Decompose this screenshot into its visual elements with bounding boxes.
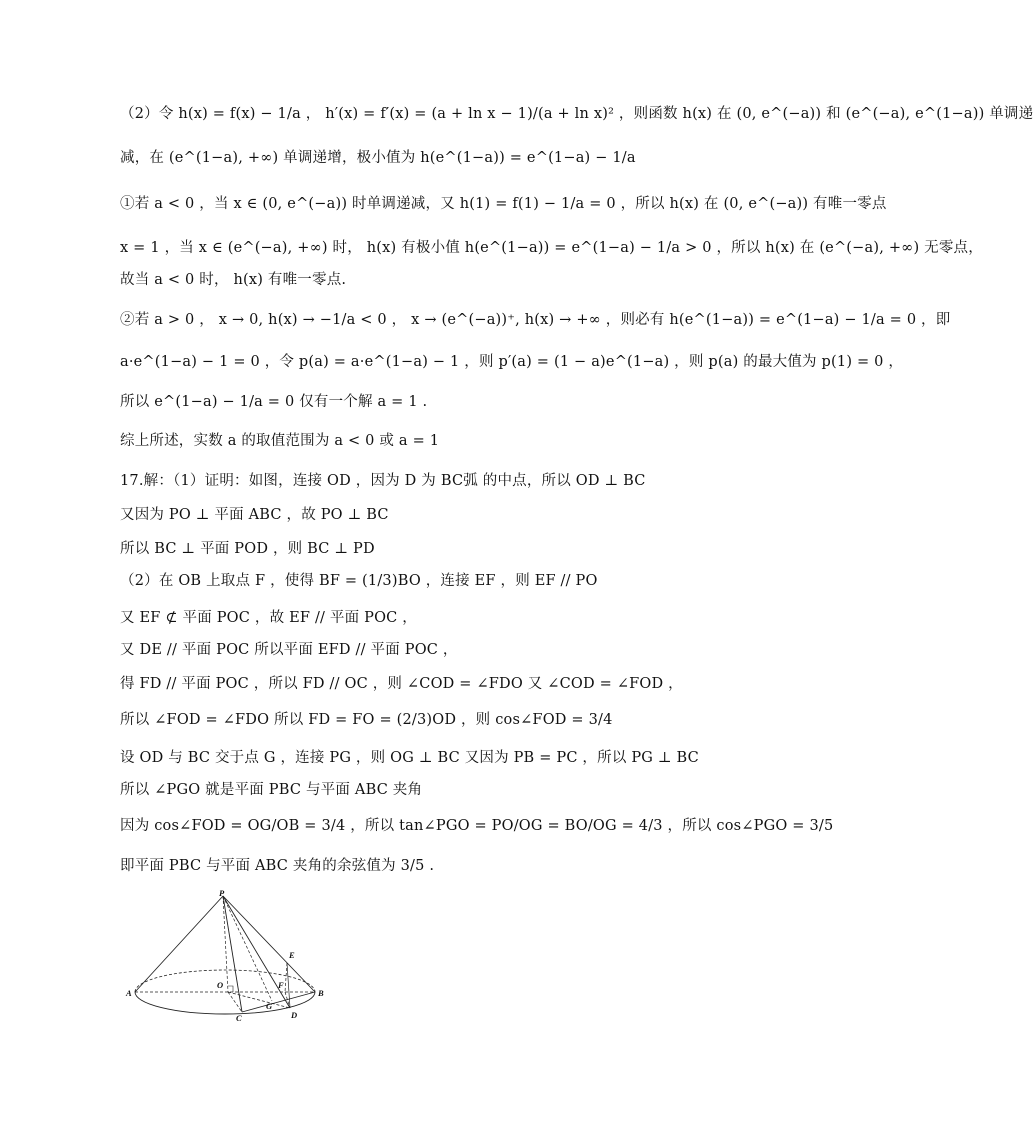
edge-PA — [135, 896, 223, 992]
label-B: B — [318, 988, 324, 998]
solution-17-line-1: 17.解：（1）证明：如图，连接 OD ，因为 D 为 BC弧 的中点，所以 OD ⊥ BC — [120, 473, 646, 489]
solution-16-2-line-5: 故当 a < 0 时， h(x) 有唯一零点. — [120, 272, 347, 288]
solution-17-line-5: 又 EF ⊄ 平面 POC ，故 EF // 平面 POC ， — [120, 610, 417, 626]
solution-17-line-10: 所以 ∠PGO 就是平面 PBC 与平面 ABC 夹角 — [120, 782, 423, 798]
label-C: C — [236, 1013, 242, 1023]
segment-ED — [287, 963, 290, 1008]
solution-17-line-11: 因为 cos∠FOD = OG/OB = 3/4 ，所以 tan∠PGO = PO/OG = BO/OG = 4/3 ，所以 cos∠PGO = 3/5 — [120, 818, 834, 834]
solution-17-line-8: 所以 ∠FOD = ∠FDO 所以 FD = FO = (2/3)OD ，则 cos∠FOD = 3/4 — [120, 712, 613, 728]
chord-BC — [242, 992, 315, 1012]
solution-16-2-line-7: a·e^(1−a) − 1 = 0 ，令 p(a) = a·e^(1−a) − 1 ，则 p′(a) = (1 − a)e^(1−a) ，则 p(a) 的最大值为 p(1) = 0 ， — [120, 354, 904, 370]
solution-16-2-line-4: x = 1 ，当 x ∈ (e^(−a), +∞) 时， h(x) 有极小值 h(e^(1−a)) = e^(1−a) − 1/a > 0 ，所以 h(x) 在 (e^(−a), +∞) 无零点， — [120, 240, 983, 256]
base-ellipse-front — [135, 992, 315, 1014]
solution-16-2-line-2: 减，在 (e^(1−a), +∞) 单调递增，极小值为 h(e^(1−a)) = e^(1−a) − 1/a — [120, 150, 636, 166]
solution-16-2-line-3: ①若 a < 0 ，当 x ∈ (0, e^(−a)) 时单调递减，又 h(1) = f(1) − 1/a = 0 ，所以 h(x) 在 (0, e^(−a)) 有唯一零点 — [120, 196, 887, 212]
solution-17-line-6: 又 DE // 平面 POC 所以平面 EFD // 平面 POC ， — [120, 642, 458, 658]
solution-16-2-line-8: 所以 e^(1−a) − 1/a = 0 仅有一个解 a = 1 . — [120, 394, 428, 410]
segment-PG — [223, 896, 272, 1001]
right-angle-mark — [228, 986, 233, 992]
solution-17-line-12: 即平面 PBC 与平面 ABC 夹角的余弦值为 3/5 . — [120, 858, 435, 874]
solution-17-line-2: 又因为 PO ⊥ 平面 ABC ，故 PO ⊥ BC — [120, 507, 389, 523]
solution-16-2-conclusion: 综上所述，实数 a 的取值范围为 a < 0 或 a = 1 — [120, 433, 440, 449]
solution-17-line-4: （2）在 OB 上取点 F ，使得 BF = (1/3)BO ，连接 EF ，则 EF // PO — [120, 573, 598, 589]
label-F: F — [278, 980, 284, 990]
solution-17-line-9: 设 OD 与 BC 交于点 G ，连接 PG ，则 OG ⊥ BC 又因为 PB = PC ，所以 PG ⊥ BC — [120, 750, 699, 766]
solution-17-line-3: 所以 BC ⊥ 平面 POD ，则 BC ⊥ PD — [120, 541, 375, 557]
label-G: G — [266, 1001, 273, 1011]
segment-EF — [285, 963, 287, 992]
solution-16-2-line-6: ②若 a > 0 ， x → 0, h(x) → −1/a < 0 ， x → (e^(−a))⁺, h(x) → +∞ ，则必有 h(e^(1−a)) = e^(1−a) − 1/a = 0 ，即 — [120, 312, 951, 328]
label-A: A — [126, 988, 132, 998]
solution-16-2-line-1: （2）令 h(x) = f(x) − 1/a ， h′(x) = f′(x) = (a + ln x − 1)/(a + ln x)² ，则函数 h(x) 在 (0, e^(−a)) 和 (e^(−a), e^(1−a)) 单调递 — [120, 106, 1033, 122]
solution-17-line-7: 得 FD // 平面 POC ，所以 FD // OC ，则 ∠COD = ∠FDO 又 ∠COD = ∠FOD ， — [120, 676, 683, 692]
label-E: E — [289, 950, 295, 960]
cone-geometry-figure — [120, 888, 330, 1028]
label-P: P — [219, 888, 225, 898]
label-D: D — [291, 1010, 298, 1020]
label-O: O — [217, 980, 224, 990]
